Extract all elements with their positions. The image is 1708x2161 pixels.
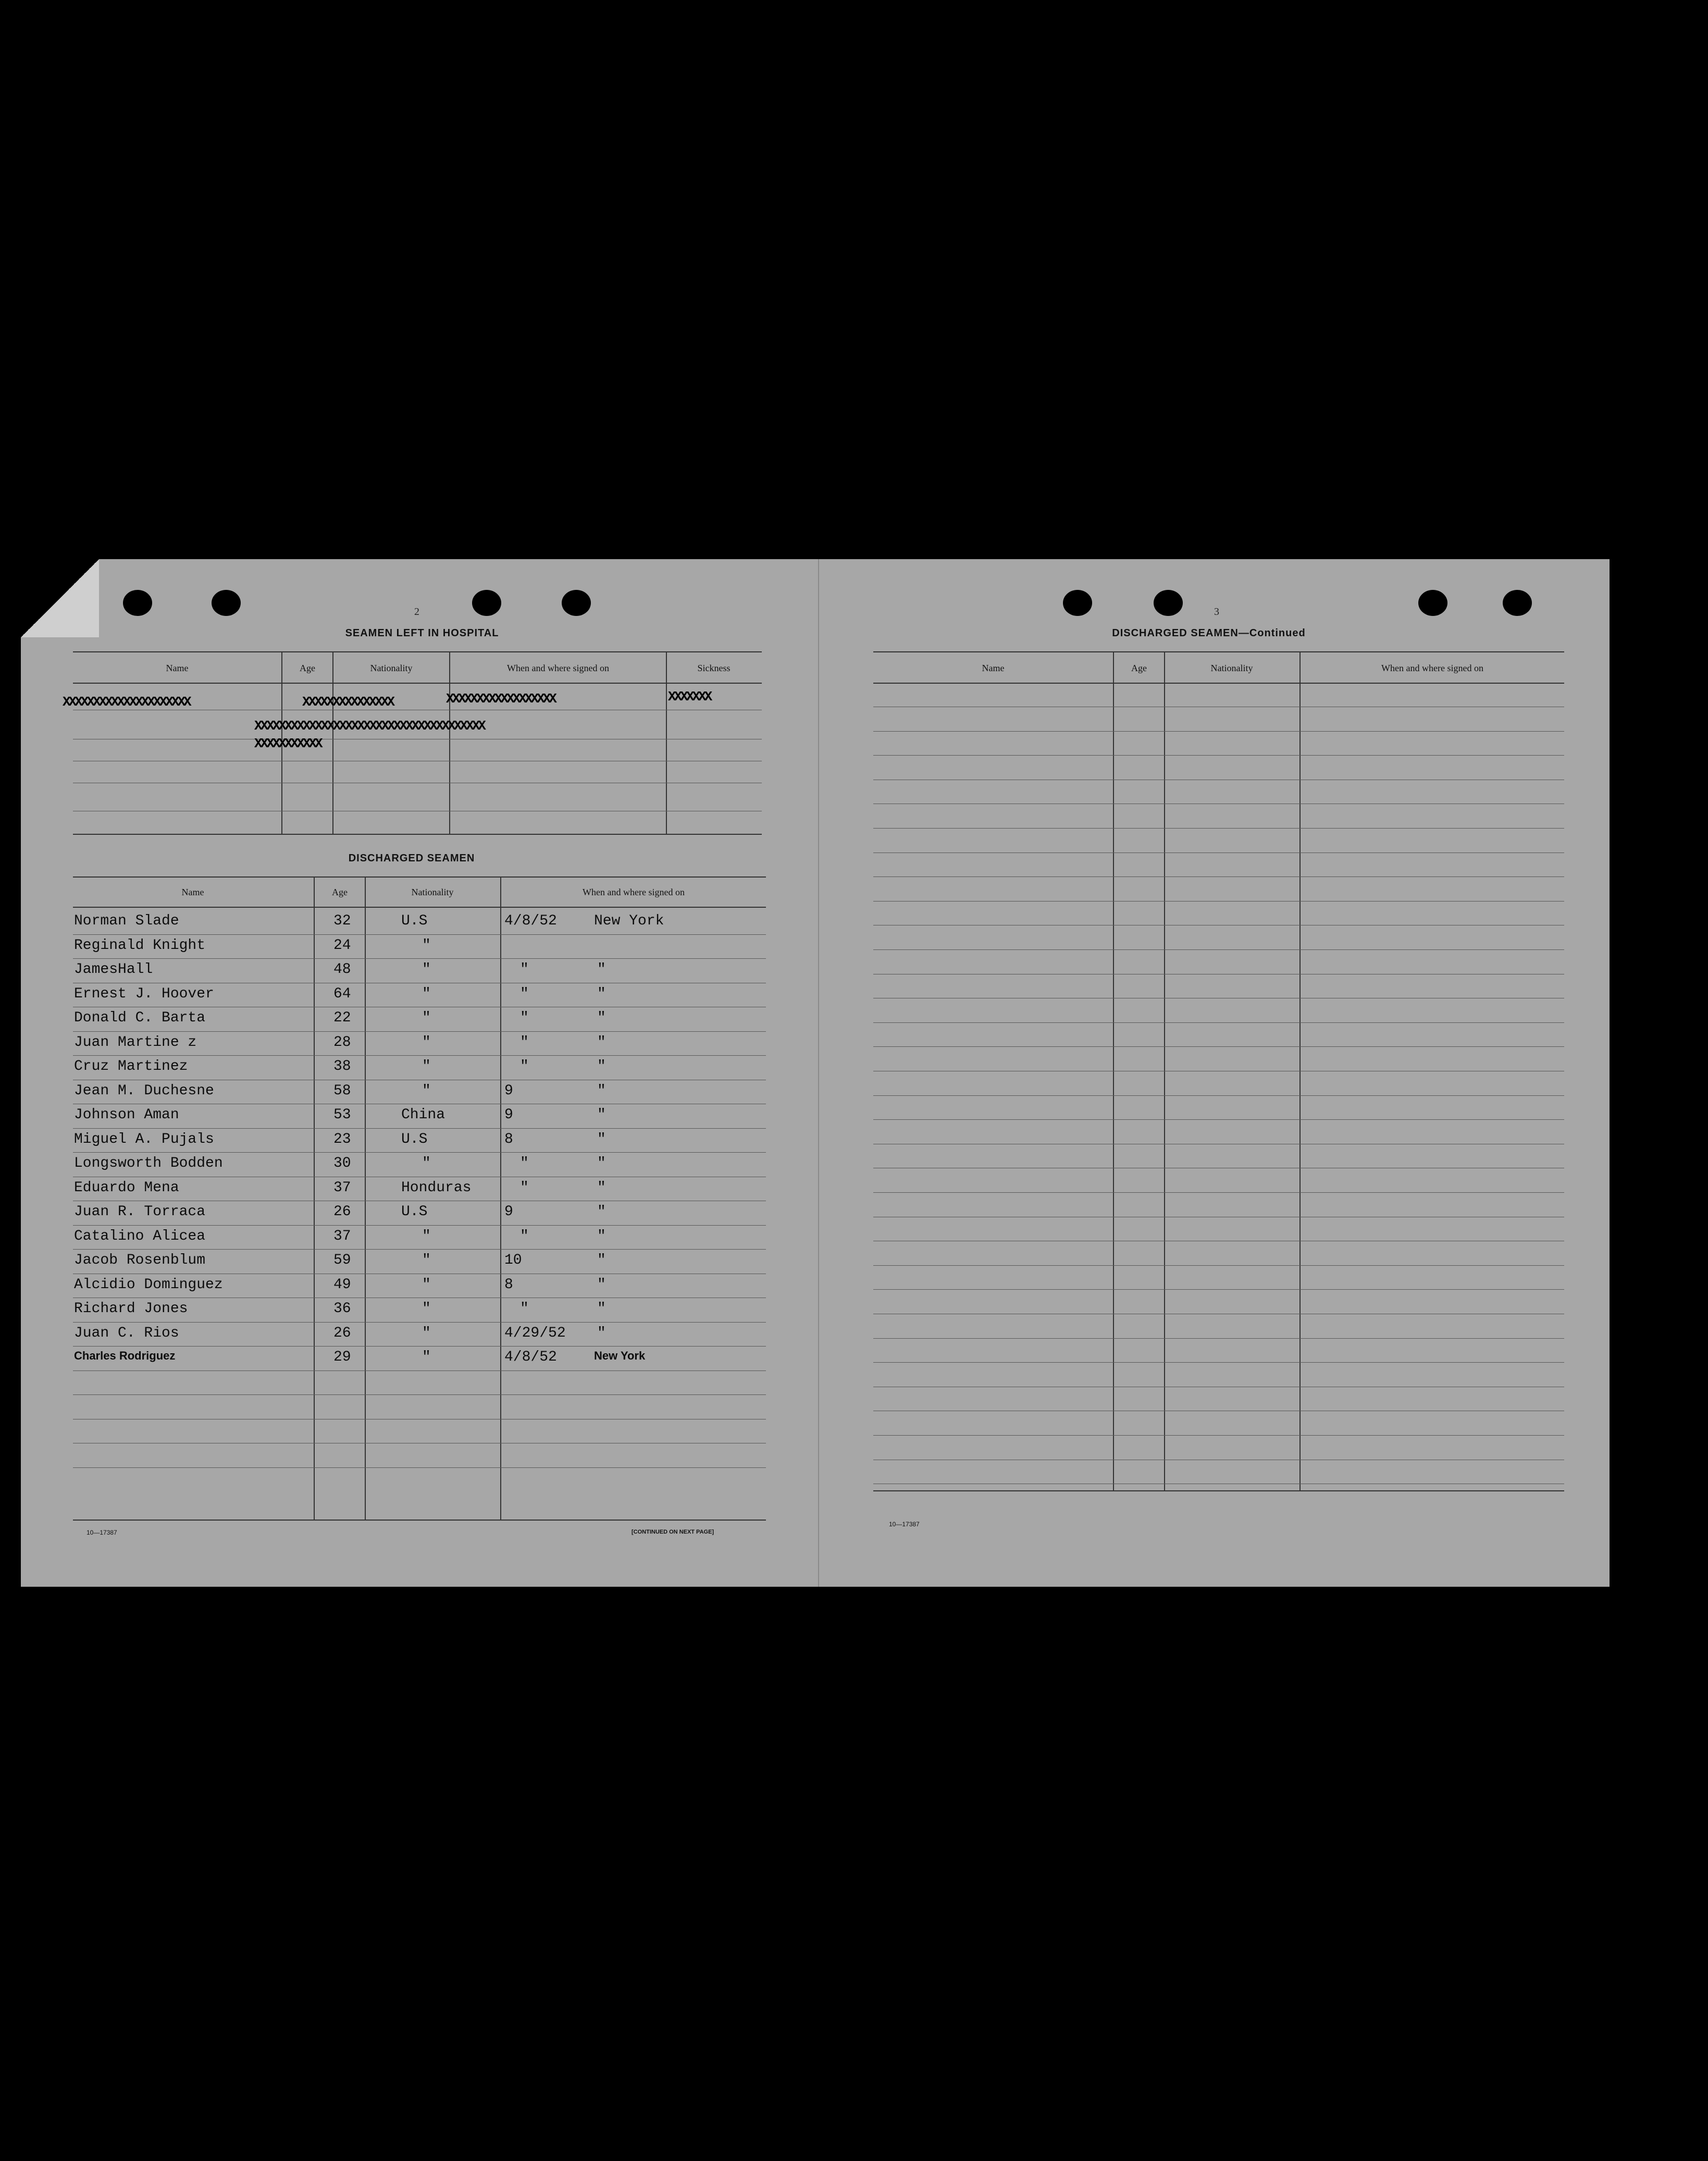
- continued-col-signed-on: When and where signed on: [1381, 663, 1483, 673]
- seaman-nationality: ": [422, 1325, 431, 1341]
- signed-on-date: ": [520, 1228, 529, 1244]
- seaman-age: 59: [333, 1252, 351, 1268]
- signed-on-place: New York: [594, 913, 664, 929]
- signed-on-date: ": [520, 1179, 529, 1196]
- discharged-continued-title: DISCHARGED SEAMEN—Continued: [1112, 627, 1306, 639]
- signed-on-place: ": [597, 985, 606, 1002]
- form-number: 10—17387: [86, 1529, 117, 1536]
- seaman-nationality: U.S: [401, 913, 428, 929]
- column-rule: [666, 651, 667, 835]
- seaman-nationality: ": [422, 1010, 431, 1026]
- row-rule: [873, 1362, 1564, 1363]
- signed-on-date: 4/29/52: [504, 1325, 566, 1341]
- seaman-name: Reginald Knight: [74, 937, 206, 954]
- struck-out-text: XXXXXXXXXXXXXXXXXXXXX: [63, 694, 190, 710]
- seaman-age: 26: [333, 1325, 351, 1341]
- column-rule: [365, 876, 366, 1521]
- signed-on-date: 9: [504, 1204, 513, 1220]
- seaman-nationality: ": [422, 961, 431, 978]
- column-rule: [314, 876, 315, 1521]
- row-rule: [873, 901, 1564, 902]
- seaman-name: Alcidio Dominguez: [74, 1276, 223, 1293]
- discharged-header-bottom: [73, 907, 766, 908]
- row-rule: [73, 1346, 766, 1347]
- row-rule: [73, 934, 766, 935]
- seaman-age: 28: [333, 1034, 351, 1051]
- discharged-col-nationality: Nationality: [411, 887, 454, 897]
- punch-hole: [472, 590, 501, 616]
- hospital-header-bottom: [73, 683, 762, 684]
- seaman-name: Juan Martine z: [74, 1034, 197, 1051]
- punch-hole: [1154, 590, 1183, 616]
- folded-corner: [21, 559, 99, 637]
- signed-on-place: ": [597, 1082, 606, 1099]
- column-rule: [332, 651, 333, 835]
- row-rule: [73, 1370, 766, 1371]
- seaman-age: 22: [333, 1010, 351, 1026]
- seaman-age: 64: [333, 985, 351, 1002]
- row-rule: [73, 1322, 766, 1323]
- hospital-table-bottom: [73, 834, 762, 835]
- signed-on-date: ": [520, 1010, 529, 1026]
- signed-on-date: ": [520, 1058, 529, 1075]
- row-rule: [73, 958, 766, 959]
- seaman-nationality: ": [422, 1155, 431, 1171]
- hospital-col-name: Name: [166, 663, 189, 673]
- signed-on-place: ": [597, 1010, 606, 1026]
- seaman-age: 26: [333, 1204, 351, 1220]
- signed-on-date: 4/8/52: [504, 1349, 557, 1365]
- seaman-name: JamesHall: [74, 961, 153, 978]
- row-rule: [73, 1249, 766, 1250]
- continued-header-bottom: [873, 683, 1564, 684]
- column-rule: [1113, 651, 1114, 1491]
- signed-on-place: ": [597, 1301, 606, 1317]
- punch-hole: [1063, 590, 1092, 616]
- signed-on-place: ": [597, 1034, 606, 1051]
- signed-on-place: ": [597, 1228, 606, 1244]
- seaman-nationality: ": [422, 1349, 431, 1365]
- signed-on-date: 8: [504, 1131, 513, 1147]
- seaman-nationality: China: [401, 1107, 445, 1123]
- seaman-name: Richard Jones: [74, 1301, 188, 1317]
- page-number: 2: [414, 606, 419, 618]
- signed-on-place: ": [597, 1325, 606, 1341]
- seaman-name: Donald C. Barta: [74, 1010, 206, 1026]
- continued-col-name: Name: [982, 663, 1005, 673]
- seaman-age: 29: [333, 1349, 351, 1365]
- signed-on-place: ": [597, 1252, 606, 1268]
- seaman-name: Eduardo Mena: [74, 1179, 179, 1196]
- row-rule: [873, 1192, 1564, 1193]
- row-rule: [873, 1289, 1564, 1290]
- seaman-name: Johnson Aman: [74, 1107, 179, 1123]
- seaman-nationality: ": [422, 1034, 431, 1051]
- seaman-name: Cruz Martinez: [74, 1058, 188, 1075]
- discharged-section-title: DISCHARGED SEAMEN: [348, 853, 475, 864]
- seaman-age: 58: [333, 1082, 351, 1099]
- signed-on-date: 4/8/52: [504, 913, 557, 929]
- signed-on-date: ": [520, 961, 529, 978]
- row-rule: [873, 1119, 1564, 1120]
- seaman-name: Norman Slade: [74, 913, 179, 929]
- row-rule: [73, 1225, 766, 1226]
- signed-on-place: ": [597, 1131, 606, 1147]
- column-rule: [500, 876, 501, 1521]
- column-rule: [1164, 651, 1165, 1491]
- seaman-age: 48: [333, 961, 351, 978]
- signed-on-date: 9: [504, 1082, 513, 1099]
- continued-note: [CONTINUED ON NEXT PAGE]: [632, 1529, 714, 1535]
- seaman-name: Jacob Rosenblum: [74, 1252, 206, 1268]
- discharged-table-bottom: [73, 1520, 766, 1521]
- seaman-age: 32: [333, 913, 351, 929]
- seaman-age: 36: [333, 1301, 351, 1317]
- seaman-name: Ernest J. Hoover: [74, 985, 214, 1002]
- right-page: [818, 559, 1610, 1587]
- seaman-nationality: ": [422, 1228, 431, 1244]
- punch-hole: [1418, 590, 1447, 616]
- signed-on-date: ": [520, 1034, 529, 1051]
- punch-hole: [212, 590, 241, 616]
- row-rule: [873, 1265, 1564, 1266]
- row-rule: [873, 876, 1564, 877]
- punch-hole: [1503, 590, 1532, 616]
- signed-on-place: New York: [594, 1349, 646, 1362]
- continued-table-bottom: [873, 1490, 1564, 1491]
- discharged-table-top: [73, 876, 766, 878]
- signed-on-date: ": [520, 1301, 529, 1317]
- hospital-section-title: SEAMEN LEFT IN HOSPITAL: [345, 627, 499, 639]
- signed-on-date: ": [520, 1155, 529, 1171]
- seaman-nationality: Honduras: [401, 1179, 472, 1196]
- signed-on-date: 8: [504, 1276, 513, 1293]
- seaman-nationality: ": [422, 1082, 431, 1099]
- column-rule: [449, 651, 450, 835]
- signed-on-place: ": [597, 1107, 606, 1123]
- row-rule: [873, 828, 1564, 829]
- discharged-col-name: Name: [181, 887, 204, 897]
- seaman-nationality: ": [422, 985, 431, 1002]
- seaman-age: 38: [333, 1058, 351, 1075]
- row-rule: [873, 1095, 1564, 1096]
- seaman-name: Miguel A. Pujals: [74, 1131, 214, 1147]
- page-number: 3: [1214, 606, 1219, 618]
- seaman-nationality: ": [422, 937, 431, 954]
- signed-on-place: ": [597, 1058, 606, 1075]
- seaman-nationality: ": [422, 1252, 431, 1268]
- row-rule: [873, 1046, 1564, 1047]
- row-rule: [873, 1022, 1564, 1023]
- struck-out-text: XXXXXXXXXXXXXXXXXX: [446, 691, 555, 707]
- seaman-name: Charles Rodriguez: [74, 1349, 176, 1362]
- seaman-nationality: ": [422, 1301, 431, 1317]
- seaman-nationality: U.S: [401, 1204, 428, 1220]
- struck-out-text: XXXXXXX: [668, 689, 711, 705]
- struck-out-text: XXXXXXXXXXXXXXXXXXXXXXXXXXXXXXXXXXXXXX: [254, 718, 484, 734]
- discharged-col-age: Age: [332, 887, 348, 897]
- seaman-name: Catalino Alicea: [74, 1228, 206, 1244]
- seaman-age: 49: [333, 1276, 351, 1293]
- signed-on-date: 10: [504, 1252, 522, 1268]
- continued-table-top: [873, 651, 1564, 652]
- row-rule: [73, 1128, 766, 1129]
- seaman-nationality: U.S: [401, 1131, 428, 1147]
- row-rule: [873, 731, 1564, 732]
- seaman-name: Juan R. Torraca: [74, 1204, 206, 1220]
- continued-col-nationality: Nationality: [1210, 663, 1253, 673]
- signed-on-place: ": [597, 1179, 606, 1196]
- seaman-age: 37: [333, 1179, 351, 1196]
- punch-hole: [123, 590, 152, 616]
- hospital-table-top: [73, 651, 762, 652]
- form-number: 10—17387: [889, 1521, 920, 1528]
- signed-on-place: ": [597, 1155, 606, 1171]
- seaman-age: 23: [333, 1131, 351, 1147]
- seaman-nationality: ": [422, 1276, 431, 1293]
- struck-out-text: XXXXXXXXXXX: [254, 736, 321, 751]
- row-rule: [873, 1338, 1564, 1339]
- seaman-age: 53: [333, 1107, 351, 1123]
- row-rule: [73, 1394, 766, 1395]
- punch-hole: [562, 590, 591, 616]
- signed-on-place: ": [597, 961, 606, 978]
- row-rule: [873, 1435, 1564, 1436]
- hospital-col-sickness: Sickness: [697, 663, 731, 673]
- seaman-nationality: ": [422, 1058, 431, 1075]
- seaman-age: 37: [333, 1228, 351, 1244]
- signed-on-date: 9: [504, 1107, 513, 1123]
- row-rule: [873, 949, 1564, 950]
- column-rule: [1299, 651, 1301, 1491]
- hospital-col-signed-on: When and where signed on: [507, 663, 609, 673]
- seaman-name: Jean M. Duchesne: [74, 1082, 214, 1099]
- seaman-name: Longsworth Bodden: [74, 1155, 223, 1171]
- continued-col-age: Age: [1131, 663, 1147, 673]
- signed-on-place: ": [597, 1204, 606, 1220]
- seaman-name: Juan C. Rios: [74, 1325, 179, 1341]
- seaman-age: 24: [333, 937, 351, 954]
- signed-on-place: ": [597, 1276, 606, 1293]
- row-rule: [73, 1055, 766, 1056]
- signed-on-date: ": [520, 985, 529, 1002]
- row-rule: [73, 1467, 766, 1468]
- row-rule: [73, 1031, 766, 1032]
- hospital-col-age: Age: [300, 663, 315, 673]
- row-rule: [873, 755, 1564, 756]
- hospital-col-nationality: Nationality: [370, 663, 413, 673]
- seaman-age: 30: [333, 1155, 351, 1171]
- struck-out-text: XXXXXXXXXXXXXXX: [302, 694, 393, 710]
- row-rule: [73, 1152, 766, 1153]
- discharged-col-signed-on: When and where signed on: [583, 887, 685, 897]
